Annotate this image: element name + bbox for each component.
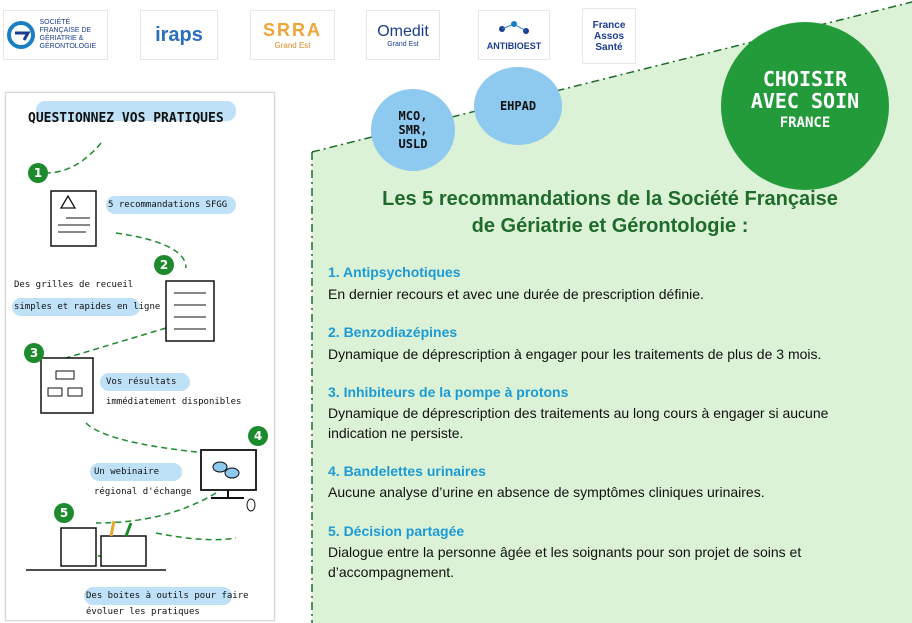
logo-srra [250, 10, 335, 60]
step-1-text: 5 recommandations SFGG [108, 200, 228, 210]
badge-line1: CHOISIR [762, 67, 848, 91]
logo-iraps-text: iraps [155, 23, 203, 46]
logo-srra-text: SRRA [262, 20, 322, 40]
logo-omedit-text: Omedit [377, 22, 429, 40]
step-5-text-line2: évoluer les pratiques [86, 607, 200, 617]
recommendations-title [330, 186, 890, 240]
title-line2: de Gériatrie et Gérontologie : [471, 215, 749, 237]
step-5-number: 5 [54, 503, 74, 523]
step-4-number: 4 [248, 426, 268, 446]
logo-iraps [140, 10, 218, 60]
logo-omedit-sub: Grand Est [387, 40, 419, 48]
title-line1: Les 5 recommandations de la Société Française [382, 188, 838, 210]
logo-sfgg [3, 10, 108, 60]
step-1-number: 1 [28, 163, 48, 183]
rec-2-text: Dynamique de déprescription à engager pour les traitements de plus de 3 mois. [328, 346, 822, 362]
badge-line2: AVEC SOIN [750, 89, 860, 113]
bubble-ehpad: EHPAD [474, 67, 562, 145]
questionnez-vos-pratiques-sheet [5, 92, 275, 621]
step-2-number: 2 [154, 255, 174, 275]
step-2-text-line1: Des grilles de recueil [14, 280, 134, 290]
logo-srra-sub: Grand Est [274, 41, 311, 50]
rec-1-text: En dernier recours et avec une durée de prescription définie. [328, 286, 704, 302]
step-2-text-line2: simples et rapides en ligne [14, 302, 161, 312]
step-4-text-line2: régional d'échange [94, 487, 192, 497]
badge-line3: FRANCE [779, 115, 831, 131]
rec-3-text: Dynamique de déprescription des traitements au long cours à engager si aucune indication ne persiste. [328, 405, 829, 441]
network-nodes-icon [494, 19, 534, 41]
rec-5-text: Dialogue entre la personne âgée et les soignants pour son projet de soins et d’accompagnement. [328, 544, 802, 580]
rec-4-heading: 4. Bandelettes urinaires [328, 463, 486, 479]
rec-3-heading: 3. Inhibiteurs de la pompe à protons [328, 384, 569, 400]
step-4-text-line1: Un webinaire [94, 467, 160, 477]
choisir-avec-soin-badge [721, 22, 889, 190]
sfgg-emblem-icon [6, 20, 36, 50]
step-3-text-line1: Vos résultats [106, 377, 177, 387]
rec-5-heading: 5. Décision partagée [328, 523, 465, 539]
rec-4-text: Aucune analyse d’urine en absence de symptômes cliniques urinaires. [328, 484, 765, 500]
logo-antibioest [478, 10, 550, 60]
sheet-title: QUESTIONNEZ VOS PRATIQUES [28, 111, 224, 126]
logo-france-assos-sante-text: France Assos Santé [592, 19, 626, 53]
logo-sfgg-text: SOCIÉTÉ FRANÇAISE DE GÉRIATRIE & GÉRONTOLOGIE [39, 19, 97, 50]
step-3-number: 3 [24, 343, 44, 363]
step-5-text-line1: Des boites à outils pour faire [86, 591, 249, 601]
bubble-mco-smr-usld: MCO, SMR, USLD [371, 89, 455, 171]
rec-2-heading: 2. Benzodiazépines [328, 324, 458, 340]
logo-antibioest-text: ANTIBIOEST [486, 41, 542, 51]
logo-france-assos-sante [582, 8, 636, 64]
step-3-text-line2: immédiatement disponibles [106, 397, 242, 407]
logo-omedit [366, 10, 440, 60]
rec-1-heading: 1. Antipsychotiques [328, 264, 461, 280]
